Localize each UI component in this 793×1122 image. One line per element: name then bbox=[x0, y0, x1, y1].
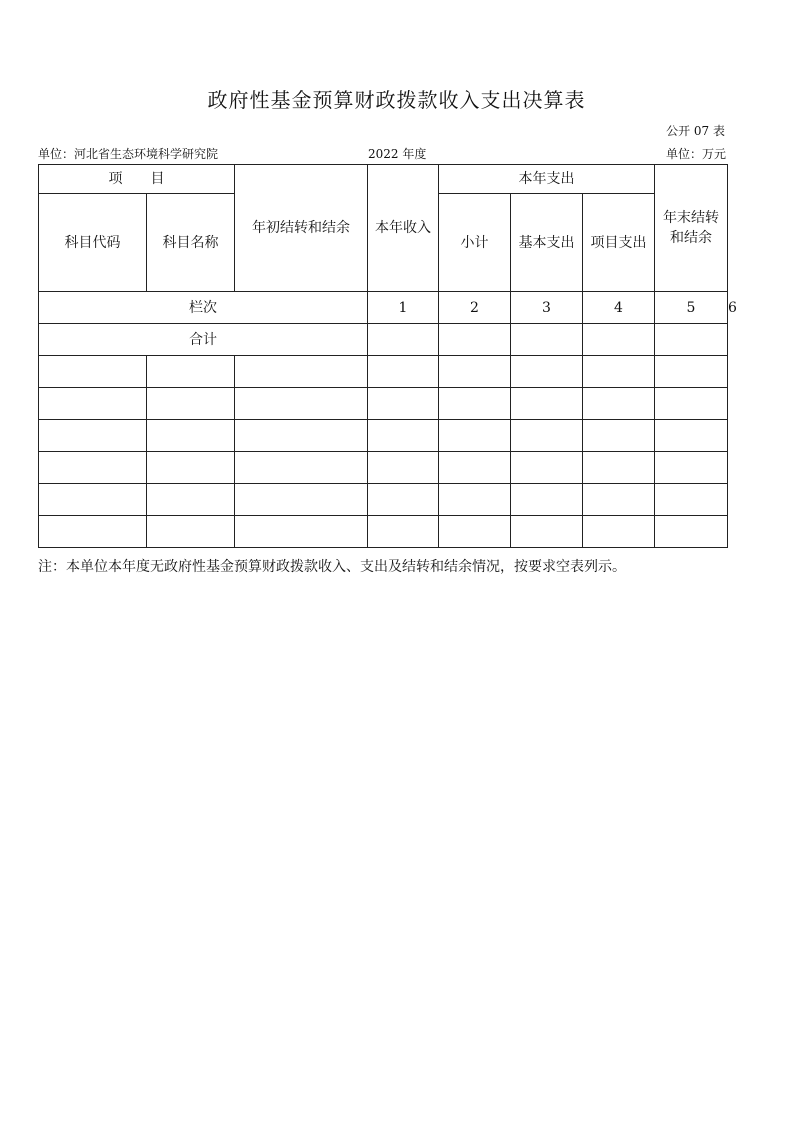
table-cell bbox=[439, 388, 511, 420]
table-cell bbox=[39, 452, 147, 484]
reporting-unit: 单位：河北省生态环境科学研究院 bbox=[38, 147, 219, 161]
column-number: 5 bbox=[655, 292, 728, 324]
table-row bbox=[39, 356, 728, 388]
table-cell bbox=[235, 420, 368, 452]
table-cell bbox=[235, 388, 368, 420]
table-cell bbox=[655, 516, 728, 548]
table-cell bbox=[147, 484, 235, 516]
table-cell bbox=[39, 484, 147, 516]
total-row bbox=[39, 324, 728, 356]
currency-unit: 单位：万元 bbox=[665, 147, 726, 161]
total-label: 合计 bbox=[39, 324, 368, 356]
budget-table bbox=[38, 164, 737, 548]
header-project-expense: 项目支出 bbox=[583, 194, 655, 292]
table-cell bbox=[511, 420, 583, 452]
table-cell bbox=[368, 324, 439, 356]
table-cell bbox=[147, 452, 235, 484]
table-cell bbox=[39, 388, 147, 420]
table-cell bbox=[147, 516, 235, 548]
table-cell bbox=[147, 388, 235, 420]
table-cell bbox=[39, 356, 147, 388]
table-cell bbox=[147, 420, 235, 452]
table-cell bbox=[655, 484, 728, 516]
table-cell bbox=[368, 484, 439, 516]
column-label: 栏次 bbox=[39, 292, 368, 324]
table-cell bbox=[511, 356, 583, 388]
header-expense-group: 本年支出 bbox=[439, 165, 655, 194]
header-end-balance-line2: 和结余 bbox=[670, 230, 712, 246]
table-cell bbox=[583, 516, 655, 548]
table-cell bbox=[439, 484, 511, 516]
header-end-balance-line1: 年末结转 bbox=[663, 210, 719, 226]
header-end-balance bbox=[655, 165, 728, 292]
table-row bbox=[39, 452, 728, 484]
fiscal-year: 2022 年度 bbox=[368, 147, 427, 161]
table-cell bbox=[655, 324, 728, 356]
table-cell bbox=[511, 516, 583, 548]
header-subject-code: 科目代码 bbox=[39, 194, 147, 292]
header-item: 项 目 bbox=[39, 165, 235, 194]
table-cell bbox=[511, 324, 583, 356]
table-cell bbox=[511, 452, 583, 484]
table-cell bbox=[368, 420, 439, 452]
table-cell bbox=[583, 388, 655, 420]
table-cell bbox=[368, 516, 439, 548]
header-begin-balance: 年初结转和结余 bbox=[235, 165, 368, 292]
column-number: 3 bbox=[511, 292, 583, 324]
table-row bbox=[39, 484, 728, 516]
table-cell bbox=[147, 356, 235, 388]
table-cell bbox=[655, 356, 728, 388]
table-cell bbox=[511, 388, 583, 420]
table-cell bbox=[655, 388, 728, 420]
header-subtotal: 小计 bbox=[439, 194, 511, 292]
table-cell bbox=[511, 484, 583, 516]
header-subject-name: 科目名称 bbox=[147, 194, 235, 292]
table-cell bbox=[235, 452, 368, 484]
page-title: 政府性基金预算财政拨款收入支出决算表 bbox=[207, 88, 586, 112]
table-row bbox=[39, 420, 728, 452]
header-row-1 bbox=[39, 165, 728, 194]
table-cell bbox=[368, 388, 439, 420]
table-cell bbox=[583, 484, 655, 516]
table-cell bbox=[235, 484, 368, 516]
table-cell bbox=[655, 420, 728, 452]
table-cell bbox=[583, 356, 655, 388]
table-cell bbox=[439, 356, 511, 388]
table-cell bbox=[439, 420, 511, 452]
header-income: 本年收入 bbox=[368, 165, 439, 292]
column-number-row: 栏次 1 2 3 4 5 6 bbox=[39, 292, 728, 324]
column-number: 4 bbox=[583, 292, 655, 324]
footnote: 注：本单位本年度无政府性基金预算财政拨款收入、支出及结转和结余情况，按要求空表列示。 bbox=[38, 559, 626, 575]
table-cell bbox=[583, 452, 655, 484]
table-cell bbox=[439, 324, 511, 356]
table-row bbox=[39, 388, 728, 420]
table-cell bbox=[439, 516, 511, 548]
table-cell bbox=[368, 452, 439, 484]
header-basic-expense: 基本支出 bbox=[511, 194, 583, 292]
column-number: 2 bbox=[439, 292, 511, 324]
table-cell bbox=[39, 516, 147, 548]
table-cell bbox=[439, 452, 511, 484]
table-cell bbox=[235, 516, 368, 548]
form-number: 公开 07 表 bbox=[666, 124, 725, 138]
report-meta bbox=[38, 145, 726, 161]
table-cell bbox=[368, 356, 439, 388]
table-cell bbox=[235, 356, 368, 388]
table-cell bbox=[583, 324, 655, 356]
table-cell bbox=[583, 420, 655, 452]
table-row bbox=[39, 516, 728, 548]
table-cell bbox=[39, 420, 147, 452]
column-number: 1 bbox=[368, 292, 439, 324]
table-cell bbox=[655, 452, 728, 484]
